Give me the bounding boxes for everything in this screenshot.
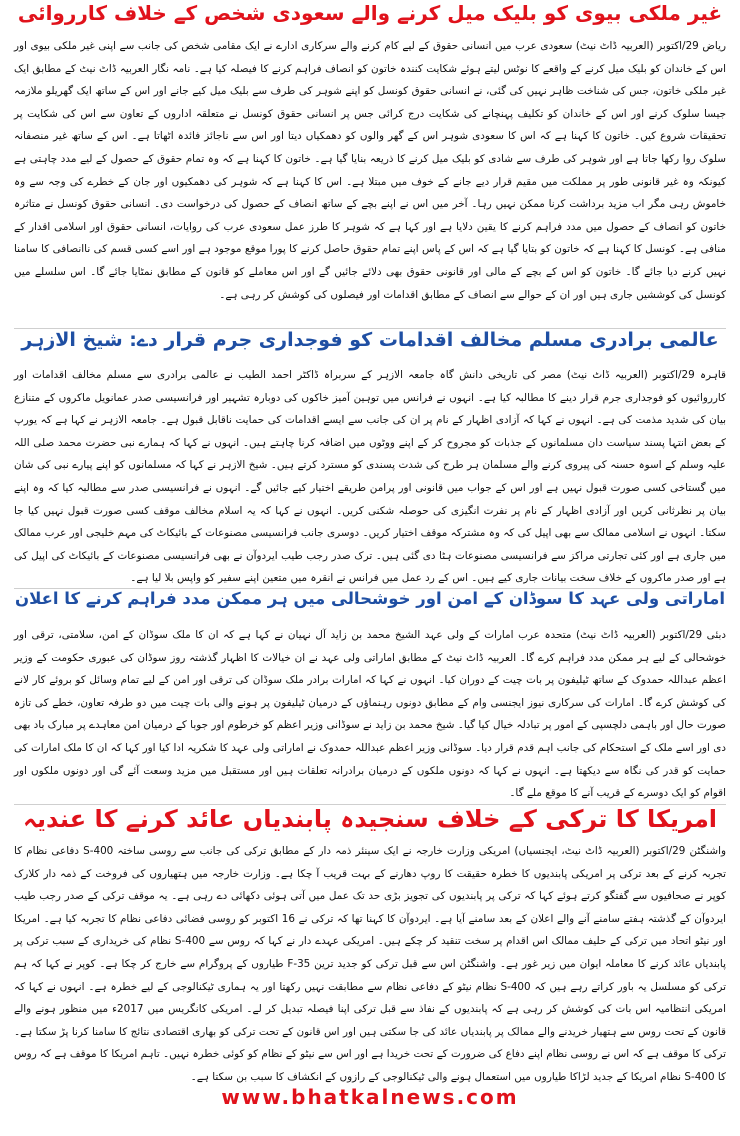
- article-saudi-blackmail: [14, 2, 726, 321]
- body-saudi-blackmail: ریاض 29/اکتوبر (العربیہ ڈاٹ نیٹ) سعودی عرب میں انسانی حقوق کے لیے کام کرنے والے سرکاری ادارے نے ایک مقامی شخص کی جانب سے اپنی غیر ملکی بیوی اور اس کے خاندان کو بلیک میل کرنے کے واقعے کا نوٹس لیتے ہوئے شکایت کنندہ خاتون کو انصاف فراہم کرنے کا فیصلہ کیا ہے۔ نامہ نگار العربیہ ڈاٹ نیٹ کے مطابق ایک غیر ملکی خاتون، جس کی شناخت ظاہر نہیں کی گئی، نے انسانی حقوق کونسل کو اپنے شوہر کی طرف سے بلیک میل کیے جانے اور اس کے ساتھ ایک گھریلو ملازمہ جیسا سلوک کرنے اور اس کے خاندان کو تکلیف پہنچانے کی شکایت درج کرائی جس پر انسانی حقوق کونسل نے متعلقہ اداروں کے تعاون سے اس کی شکایت پر تحقیقات شروع کیں۔ خاتون کا کہنا ہے کہ اس کا سعودی شوہر اس کے گھر والوں کو دھمکیاں دیتا اور اس سے ناجائز فائدہ اٹھاتا ہے۔ اس کے ساتھ غیر منصفانہ سلوک روا رکھا جاتا ہے اور شوہر کی طرف سے شادی کو بلیک میل کرنے کا ذریعہ بنایا گیا ہے۔ خاتون کا کہنا ہے کہ وہ تمام حقوق کے حصول کے لیے مدد چاہتی ہے کیونکہ وہ غیر قانونی طور پر مملکت میں مقیم قرار دیے جانے کے خوف میں مبتلا ہے۔ اس کا کہنا ہے کہ شوہر کی دھمکیوں اور جان کے خطرے کی وجہ سے وہ خاموش رہی مگر اب مزید برداشت کرنا ممکن نہیں رہا۔ آخر میں اس نے اپنے بچے کے ساتھ انصاف کے حصول کی درخواست دی۔ انسانی حقوق کونسل نے متاثرہ خاتون کو انصاف کے حصول میں مدد فراہم کرنے کا یقین دلایا ہے اور کہا ہے کہ شوہر کا طرز عمل سعودی عرب کی روایات، انسانی حقوق اور اسلامی اقدار کے منافی ہے۔ کونسل کا کہنا ہے کہ خاتون کو بتایا گیا ہے کہ اس کے پاس اپنے تمام حقوق حاصل کرنے کا پورا موقع موجود ہے اور اسے کسی قسم کی ناانصافی کا سامنا نہیں کرنے دیا جائے گا۔ خاتون کو اس کے بچے کے مالی اور قانونی حقوق بھی دلائے جائیں گے اور اس معاملے کو قانون کے مطابق نمٹایا جائے گا۔ اس سلسلے میں کونسل کی کوششیں جاری ہیں اور ان کے حوالے سے انصاف کے مطابق اقدامات اور فیصلوں کی کوشش کر رہی ہے۔: [14, 40, 726, 301]
- headline-al-azhar: عالمی برادری مسلم مخالف اقدامات کو فوجداری جرم قرار دے: شیخ الازہر: [21, 329, 719, 351]
- body-uae-sudan: دبئی 29/اکتوبر (العربیہ ڈاٹ نیٹ) متحدہ عرب امارات کے ولی عہد الشیخ محمد بن زاید آل نہیان نے کہا ہے کہ ان کا ملک سوڈان کے امن، سلامتی، ترقی اور خوشحالی کے لیے ہر ممکن مدد فراہم کرے گا۔ العربیہ ڈاٹ نیٹ کے مطابق اماراتی ولی عہد نے ان خیالات کا اظہار گذشتہ روز سوڈان کی عبوری حکومت کے وزیر اعظم عبداللہ حمدوک کے ساتھ ٹیلیفون پر بات چیت کے دوران کیا۔ انہوں نے کہا کہ امارات برادر ملک سوڈان کی ترقی اور امن کے لیے تمام وسائل کو بروئے کار لانے کی کوشش کرے گا۔ امارات کی سرکاری نیوز ایجنسی وام کے مطابق دونوں رہنماؤں کے درمیان ٹیلیفون پر ہونے والی بات چیت میں دو طرفہ تعاون، خطے کی تازہ صورت حال اور باہمی دلچسپی کے امور پر تبادلہ خیال کیا گیا۔ شیخ محمد بن زاید نے سوڈانی وزیر اعظم کو خرطوم اور جوبا کے درمیان امن معاہدے پر مبارک باد بھی دی اور اسے ملک کے استحکام کی جانب اہم قدم قرار دیا۔ سوڈانی وزیر اعظم عبداللہ حمدوک نے اماراتی ولی عہد کا شکریہ ادا کیا اور کہا کہ ان کا ملک امارات کی حمایت کو قدر کی نگاہ سے دیکھتا ہے۔ انہوں نے کہا کہ دونوں ملکوں کے درمیان برادرانہ تعلقات ہیں اور مستقبل میں مزید وسعت آئے گی اور دونوں ملکوں اور اقوام کو ایک دوسرے کے قریب آنے کا موقع ملے گا۔: [14, 629, 726, 800]
- headline-saudi-blackmail: غیر ملکی بیوی کو بلیک میل کرنے والے سعودی شخص کے خلاف کارروائی: [17, 1, 723, 25]
- headline-us-turkey: امریکا کا ترکی کے خلاف سنجیدہ پابندیاں عائد کرنے کا عندیہ: [22, 805, 718, 833]
- body-us-turkey: واشنگٹن 29/اکتوبر (العربیہ ڈاٹ نیٹ، ایجنسیاں) امریکی وزارت خارجہ نے ایک سینئر ذمہ دار کے مطابق ترکی کی جانب سے روسی ساختہ S-400 دفاعی نظام کا تجربہ کرنے کے بعد ترکی پر امریکی پابندیوں کا خطرہ حقیقت کا روپ دھارنے کے بہت قریب آ چکا ہے۔ وزارت خارجہ میں ہتھیاروں کی فروخت کے ذمہ دار کلارک کوپر نے صحافیوں سے گفتگو کرتے ہوئے کہا کہ ترکی پر پابندیوں کی تجویز بڑی حد تک عمل میں آتی ہوئی دکھائی دے رہی ہے۔ یہ موقف ترکی کے صدر رجب طیب ایردوآن کے گذشتہ ہفتے سامنے آنے والے اعلان کے بعد سامنے آیا ہے۔ ایردوآن کا کہنا تھا کہ ترکی نے 16 اکتوبر کو روسی فضائی دفاعی نظام کا تجربہ کیا ہے۔ امریکا اور نیٹو اتحاد میں ترکی کے حلیف ممالک اس اقدام پر سخت تنقید کر چکے ہیں۔ امریکی عہدے دار نے کہا کہ روس سے S-400 نظام کی خریداری کے سبب ترکی پر پابندیاں عائد کرنے کا معاملہ ایوان میں زیر غور ہے۔ واشنگٹن اس سے قبل ترکی کو جدید ترین F-35 طیاروں کے پروگرام سے خارج کر چکا ہے۔ کوپر نے کہا کہ ہم ترکی کو مسلسل یہ باور کراتے رہے ہیں کہ S-400 نظام نیٹو کے دفاعی نظام سے مطابقت نہیں رکھتا اور یہ ہماری ٹیکنالوجی کے لیے خطرہ ہے۔ انہوں نے کہا کہ امریکی انتظامیہ اس بات کی کوشش کر رہی ہے کہ پابندیوں کے نفاذ سے قبل ترکی اپنا فیصلہ تبدیل کر لے۔ امریکی کانگریس میں 2017ء میں منظور ہونے والے قانون کے تحت روس سے ہتھیار خریدنے والے ممالک پر پابندیاں عائد کی جا سکتی ہیں اور اس قانون کے تحت ترکی کو بھاری اقتصادی نتائج کا سامنا کرنا پڑ سکتا ہے۔ ترکی کا موقف ہے کہ اس نے روسی نظام اپنے دفاع کی ضرورت کے تحت خریدا ہے اور اس سے نیٹو کے نظام کو کوئی خطرہ نہیں۔ تاہم امریکا کا موقف ہے کہ روس کا S-400 نظام امریکا کے جدید لڑاکا طیاروں میں استعمال ہونے والی ٹیکنالوجی کے رازوں کے انکشاف کا سبب بن سکتا ہے۔: [14, 845, 727, 1083]
- article-uae-sudan: [14, 590, 726, 804]
- article-us-turkey: [14, 805, 727, 1083]
- website-url-footer[interactable]: www.bhatkalnews.com: [221, 1085, 519, 1109]
- article-al-azhar: [14, 330, 726, 588]
- body-al-azhar: قاہرہ 29/اکتوبر (العربیہ ڈاٹ نیٹ) مصر کی تاریخی دانش گاہ جامعہ الازہر کے سربراہ ڈاکٹر احمد الطیب نے عالمی برادری سے مسلم مخالف اقدامات اور کارروائیوں کو فوجداری جرم قرار دینے کا مطالبہ کیا ہے۔ انہوں نے فرانس میں توہین آمیز خاکوں کی دوبارہ تشہیر اور فرانسیسی صدر عمانویل ماکروں کے متنازع بیان کی شدید مذمت کی ہے۔ انہوں نے کہا کہ آزادی اظہار کے نام پر ان کی جانب سے ایسے اقدامات کی حمایت ناقابل قبول ہے۔ جامعہ الازہر نے کہا ہے کہ یورپ کے بعض انتہا پسند سیاست دان مسلمانوں کے جذبات کو مجروح کر کے اپنے ووٹوں میں اضافہ کرنا چاہتے ہیں۔ انہوں نے کہا کہ ہمارے نبی حضرت محمد صلی اللہ علیہ وسلم کے اسوہ حسنہ کی پیروی کرنے والے مسلمان ہر طرح کی شدت پسندی کو مسترد کرتے ہیں۔ شیخ الازہر نے کہا کہ مسلمانوں کو اپنے پیارے نبی کی شان میں گستاخی کسی صورت قبول نہیں ہے اور اس کے جواب میں قانونی اور پرامن طریقے اختیار کیے جائیں گے۔ انہوں نے فرانسیسی صدر سے مطالبہ کیا کہ وہ اپنے بیان پر نظرثانی کریں اور آزادی اظہار کے نام پر نفرت انگیزی کی حوصلہ شکنی کریں۔ انہوں نے کہا کہ یہ اسلام مخالف موقف کسی صورت قبول نہیں کیا جا سکتا۔ انہوں نے اسلامی ممالک سے بھی اپیل کی کہ وہ مشترکہ موقف اختیار کریں۔ دوسری جانب فرانسیسی مصنوعات کے بائیکاٹ کی مہم خلیجی اور عرب ممالک میں جاری ہے اور کئی تجارتی مراکز سے فرانسیسی مصنوعات ہٹا دی گئی ہیں۔ ترک صدر رجب طیب ایردوآن نے بھی فرانسیسی مصنوعات کے بائیکاٹ کی اپیل کی ہے اور صدر ماکروں کے خلاف سخت بیانات جاری کیے ہیں۔ اس کے رد عمل میں فرانس نے انقرہ میں متعین اپنے سفیر کو واپس بلا لیا ہے۔: [14, 369, 726, 585]
- headline-uae-sudan: اماراتی ولی عہد کا سوڈان کے امن اور خوشحالی میں ہر ممکن مدد فراہم کرنے کا اعلان: [15, 589, 725, 608]
